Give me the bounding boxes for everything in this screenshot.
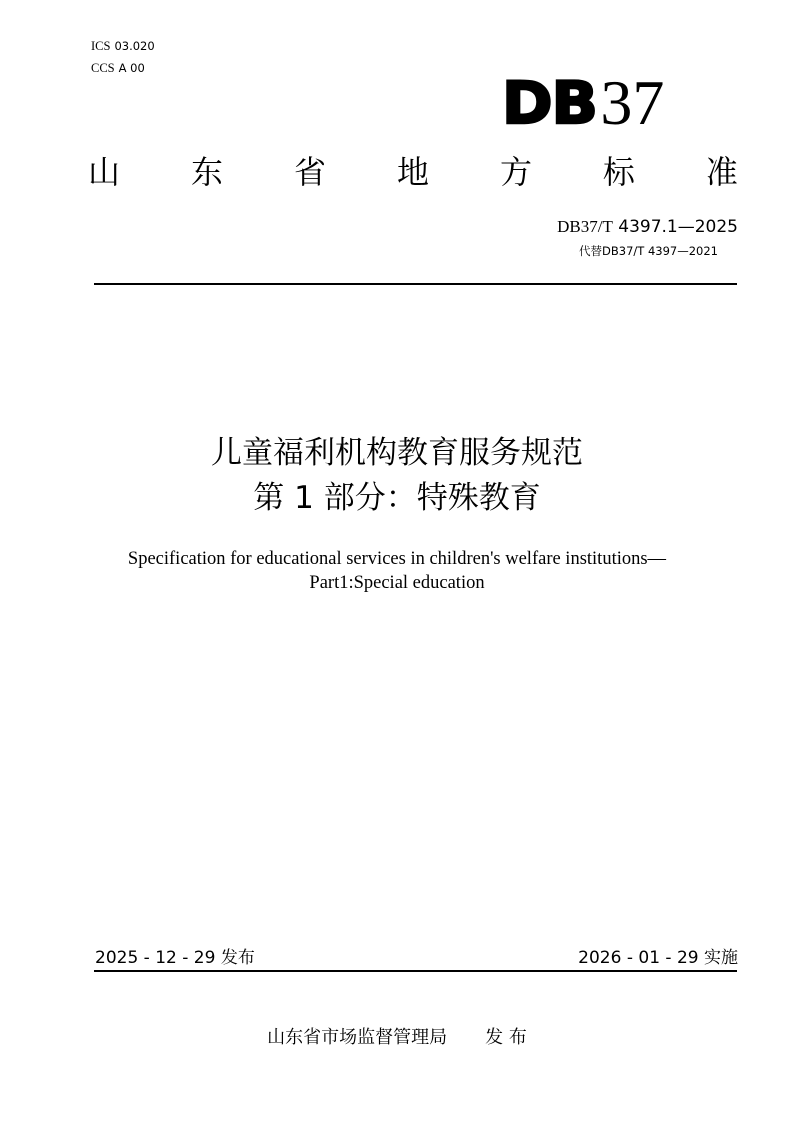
standard-type-char: 东 — [190, 153, 223, 191]
title-zh-line2: 第 1 部分：特殊教育 — [253, 480, 541, 516]
standard-number-value: 4397.1—2025 — [618, 217, 738, 237]
ics-classification — [91, 38, 155, 54]
ccs-label: CCS — [91, 61, 115, 75]
publish-date: 2025 - 12 - 29 发布 — [95, 948, 255, 968]
issuer — [0, 1026, 794, 1050]
logo-number: 37 — [600, 67, 665, 138]
ics-code: 03.020 — [114, 39, 155, 53]
standard-type-char: 省 — [293, 153, 326, 191]
standard-type-heading — [88, 150, 738, 194]
db37-logo — [502, 67, 665, 138]
ccs-code: A 00 — [118, 61, 145, 75]
replaces-standard: 代替DB37/T 4397—2021 — [579, 244, 718, 258]
footer-divider — [94, 970, 737, 972]
standard-type-char: 地 — [396, 153, 429, 191]
issuer-name: 山东省市场监督管理局 — [267, 1027, 448, 1048]
title-en-line1: Specification for educational services in children's welfare institutions— — [127, 549, 667, 569]
title-en-line2: Part1:Special education — [309, 573, 485, 593]
ics-label: ICS — [91, 39, 111, 53]
standard-type-char: 方 — [499, 153, 532, 191]
standard-number-prefix: DB37/T — [557, 217, 613, 236]
standard-number — [557, 216, 738, 238]
logo-letters: DB — [502, 69, 597, 137]
standard-type-char: 准 — [705, 153, 738, 191]
issuer-action: 发 布 — [485, 1027, 527, 1048]
standard-type-char: 山 — [88, 153, 121, 191]
title-zh-line1: 儿童福利机构教育服务规范 — [211, 435, 583, 471]
standard-type-char: 标 — [602, 153, 635, 191]
implement-date: 2026 - 01 - 29 实施 — [578, 948, 738, 968]
ccs-classification — [91, 60, 145, 76]
header-divider — [94, 283, 737, 285]
